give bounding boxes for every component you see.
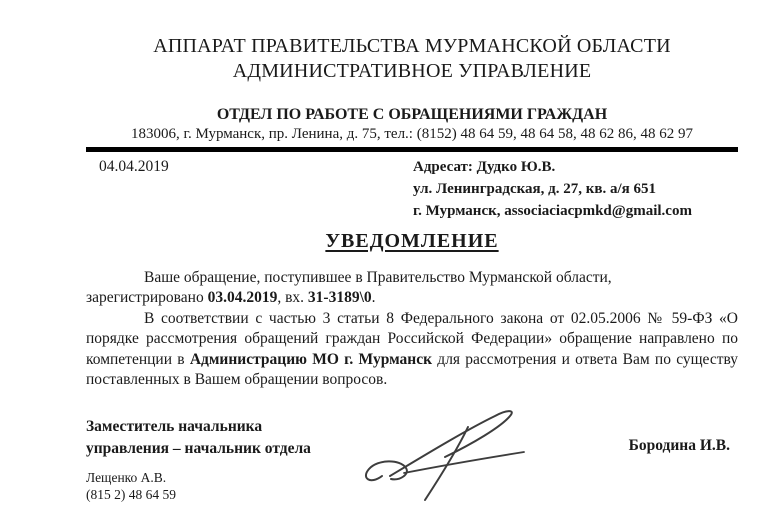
- document-date: 04.04.2019: [99, 158, 169, 175]
- executor-phone: (815 2) 48 64 59: [86, 487, 176, 503]
- paragraph2-text: В соответствии с частью 3 статьи 8 Федерального закона от 02.05.2006 № 59-ФЗ «О порядке рассмотрения обращений граждан Российской Федерации» обращение направлено по компетенции в: [86, 309, 738, 368]
- department-contact-line: 183006, г. Мурманск, пр. Ленина, д. 75, тел.: (8152) 48 64 59, 48 64 58, 48 62 86, 48 62 97: [131, 126, 693, 142]
- registration-date: 03.04.2019: [207, 289, 278, 307]
- document-title: УВЕДОМЛЕНИЕ: [325, 230, 499, 252]
- paragraph1-text: Ваше обращение, поступившее в Правительство Мурманской области, зарегистрировано: [86, 269, 612, 307]
- paragraph-registration: [86, 268, 686, 309]
- header-double-rule: [86, 147, 738, 152]
- paragraph-forwarding: [86, 309, 738, 391]
- addressee-block: [413, 156, 738, 222]
- executor-block: [86, 469, 738, 503]
- paragraph2-text-2: для рассмотрения и ответа Вам по существу поставленных в Вашем обращении вопросов.: [86, 350, 739, 389]
- paragraph1-text-3: .: [371, 289, 376, 307]
- paragraph1-text-2: , вх.: [277, 289, 308, 307]
- department-block: [86, 106, 738, 143]
- signer-position-line1: Заместитель начальника: [86, 418, 263, 436]
- signer-name: Бородина И.В.: [628, 437, 730, 455]
- addressee-name: Адресат: Дудко Ю.В.: [413, 159, 556, 175]
- forwarded-to-organization: Администрацию МО г. Мурманск: [189, 350, 433, 368]
- department-name: ОТДЕЛ ПО РАБОТЕ С ОБРАЩЕНИЯМИ ГРАЖДАН: [216, 106, 608, 123]
- signature-row: [86, 416, 738, 460]
- organization-name-line1: АППАРАТ ПРАВИТЕЛЬСТВА МУРМАНСКОЙ ОБЛАСТИ: [153, 35, 671, 57]
- meta-row: [86, 156, 738, 222]
- organization-name-line2: АДМИНИСТРАТИВНОЕ УПРАВЛЕНИЕ: [232, 60, 592, 82]
- addressee-street: ул. Ленинградская, д. 27, кв. а/я 651: [413, 181, 656, 197]
- addressee-city-email: г. Мурманск, associaciacpmkd@gmail.com: [413, 203, 692, 219]
- organization-header: [86, 34, 738, 84]
- signer-position: [86, 416, 366, 460]
- registration-number: 31-3189\0: [307, 289, 372, 307]
- signer-position-line2: управления – начальник отдела: [86, 440, 311, 458]
- title-wrap: [86, 230, 738, 253]
- letter-body: [86, 268, 738, 390]
- executor-name: Лещенко А.В.: [86, 470, 167, 486]
